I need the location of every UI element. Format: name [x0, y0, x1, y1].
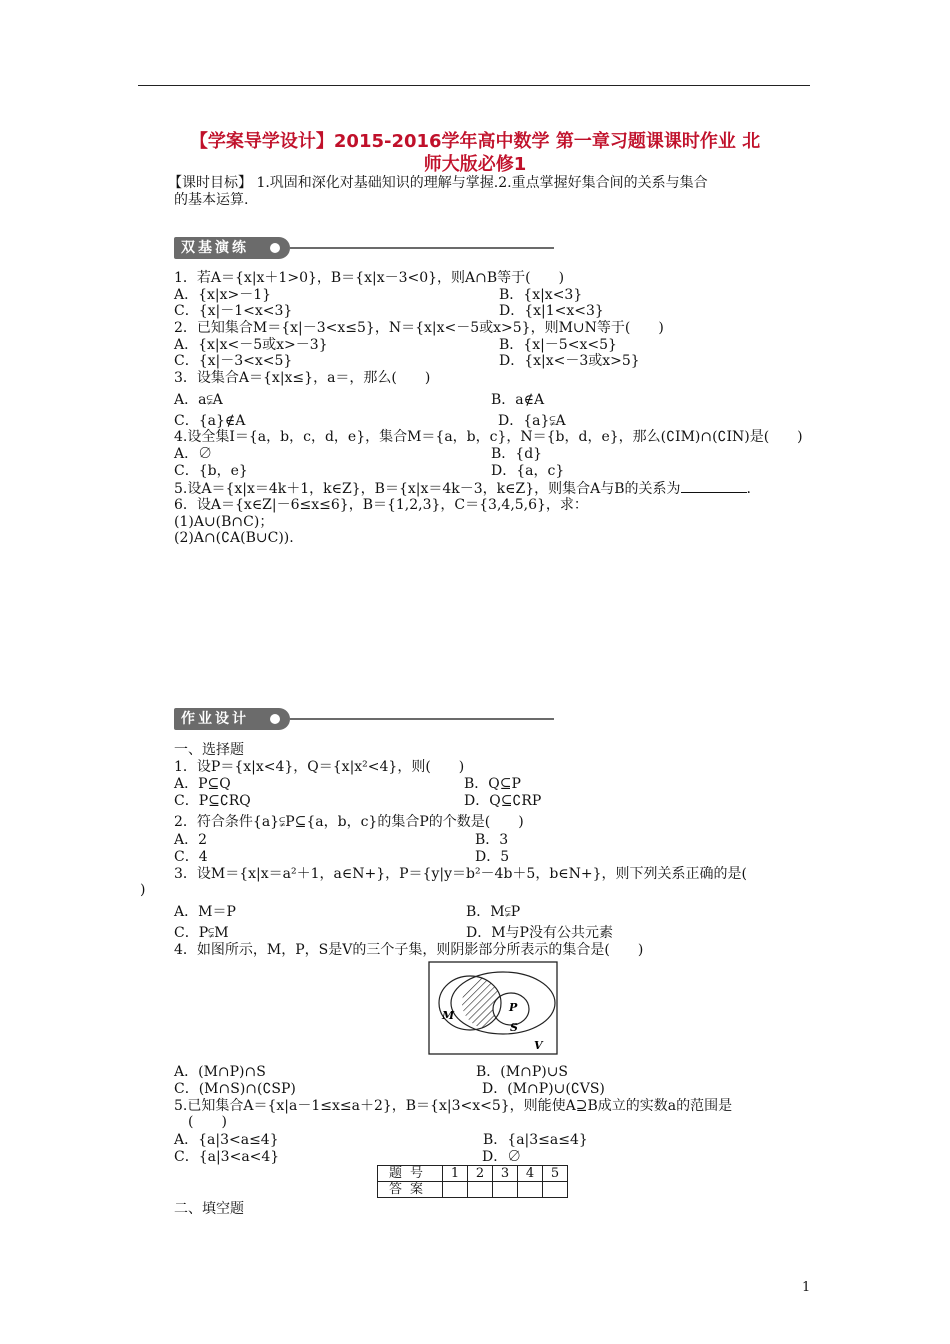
table-cell-label: 答案	[378, 1182, 443, 1198]
question-1: 1．若A＝{x|x＋1>0}，B＝{x|x－3<0}，则A∩B等于( )	[174, 270, 565, 286]
question-3: 3．设M＝{x|x＝a²＋1，a∈N+}，P＝{y|y＝b²－4b＋5，b∈N+}，则下列关系正确的是(	[174, 866, 748, 882]
question-3: 3．设集合A＝{x|x≤}，a＝，那么( )	[174, 370, 431, 386]
option: A．(M∩P)∩S	[174, 1064, 266, 1080]
option: D．(M∩P)∪(∁VS)	[482, 1081, 605, 1097]
banner-dot-icon	[270, 243, 280, 253]
question-3-cont: )	[140, 882, 146, 898]
option: B．a∉A	[491, 392, 545, 408]
answer-cell[interactable]	[543, 1182, 568, 1198]
banner-label: 双基演练	[174, 237, 290, 259]
option: B．Q⊆P	[464, 776, 521, 792]
doc-title-line2: 师大版必修1	[423, 154, 527, 175]
answer-table-header-row	[378, 1166, 568, 1182]
label-s: S	[510, 1021, 518, 1034]
question-4: 4.设全集I＝{a，b，c，d，e}，集合M＝{a，b，c}，N＝{b，d，e}，那么(∁IM)∩(∁IN)是( )	[174, 429, 803, 445]
question-2: 2．已知集合M＝{x|－3<x≤5}，N＝{x|x<－5或x>5}，则M∪N等于( )	[174, 320, 664, 336]
answer-blank	[681, 480, 747, 493]
option: D．Q⊆∁RP	[464, 793, 542, 809]
option: B．{d}	[491, 446, 543, 462]
option: C．{x|－1<x<3}	[174, 303, 293, 319]
option: D．{a，c}	[491, 463, 565, 479]
question-5-text: 5.设A＝{x|x＝4k＋1，k∈Z}，B＝{x|x＝4k－3，k∈Z}，则集合A与B的关系为	[174, 481, 681, 497]
question-6-part1: (1)A∪(B∩C)；	[174, 514, 274, 530]
question-2: 2．符合条件{a}⫋P⊆{a，b，c}的集合P的个数是( )	[174, 814, 524, 830]
label-m: M	[442, 1009, 455, 1022]
option: A．{x|x<－5或x>－3}	[174, 337, 328, 353]
option: D．{a}⫋A	[498, 413, 566, 429]
answer-cell[interactable]	[468, 1182, 493, 1198]
banner-label: 作业设计	[174, 708, 290, 730]
question-6-part2: (2)A∩(∁A(B∪C)).	[174, 530, 294, 546]
option: A．P⊆Q	[174, 776, 231, 792]
label-p: P	[509, 1001, 518, 1014]
section-heading-choice: 一、选择题	[174, 742, 244, 758]
option: A．2	[174, 832, 208, 848]
answer-table	[377, 1165, 568, 1198]
table-cell-number: 3	[493, 1166, 518, 1182]
banner-rule	[290, 247, 554, 249]
option: C．P⊆∁RQ	[174, 793, 251, 809]
option: B．{a|3≤a≤4}	[483, 1132, 588, 1148]
banner-rule	[290, 718, 554, 720]
option: A．a⫋A	[174, 392, 223, 408]
question-4: 4．如图所示，M，P，S是V的三个子集，则阴影部分所表示的集合是( )	[174, 942, 644, 958]
table-cell-label: 题号	[378, 1166, 443, 1182]
question-5	[174, 480, 751, 498]
option: C．(M∩S)∩(∁SP)	[174, 1081, 296, 1097]
option: C．4	[174, 849, 208, 865]
venn-diagram	[428, 961, 558, 1055]
section-heading-fill: 二、填空题	[174, 1201, 244, 1217]
option: B．{x|－5<x<5}	[499, 337, 617, 353]
lesson-goal: 【课时目标】 1.巩固和深化对基础知识的理解与掌握.2.重点掌握好集合间的关系与集合	[168, 175, 708, 191]
question-5: 5.已知集合A＝{x|a－1≤x≤a＋2}，B＝{x|3<x<5}，则能使A⊇B成立的实数a的范围是	[174, 1098, 733, 1114]
table-cell-number: 2	[468, 1166, 493, 1182]
table-cell-number: 4	[518, 1166, 543, 1182]
option: A．M＝P	[174, 904, 236, 920]
option: A．∅	[174, 446, 213, 462]
option: C．P⫋M	[174, 925, 229, 941]
option: C．{a|3<a<4}	[174, 1149, 280, 1165]
table-cell-number: 1	[443, 1166, 468, 1182]
answer-table-answer-row	[378, 1182, 568, 1198]
page-number: 1	[802, 1280, 811, 1295]
option: A．{a|3<a≤4}	[174, 1132, 279, 1148]
option: B．{x|x<3}	[499, 287, 583, 303]
option: C．{b，e}	[174, 463, 248, 479]
option: B．M⫋P	[466, 904, 521, 920]
option: C．{x|－3<x<5}	[174, 353, 293, 369]
option: D．{x|x<－3或x>5}	[499, 353, 640, 369]
question-1: 1．设P＝{x|x<4}，Q＝{x|x²<4}，则( )	[174, 759, 465, 775]
question-6: 6．设A＝{x∈Z|－6≤x≤6}，B＝{1,2,3}，C＝{3,4,5,6}，求：	[174, 497, 588, 513]
option: B．3	[475, 832, 509, 848]
answer-cell[interactable]	[443, 1182, 468, 1198]
option: D．{x|1<x<3}	[499, 303, 604, 319]
option: C．{a}∉A	[174, 413, 246, 429]
option: A．{x|x>－1}	[174, 287, 272, 303]
option: B．(M∩P)∪S	[476, 1064, 569, 1080]
question-5-end: .	[746, 481, 751, 497]
doc-title-line1: 【学案导学设计】2015-2016学年高中数学 第一章习题课课时作业 北	[189, 131, 761, 152]
option: D．5	[475, 849, 510, 865]
question-5-cont: ( )	[188, 1114, 227, 1130]
option: D．M与P没有公共元素	[466, 925, 613, 941]
banner-dot-icon	[270, 714, 280, 724]
answer-cell[interactable]	[518, 1182, 543, 1198]
header-rule	[138, 85, 810, 86]
lesson-goal-cont: 的基本运算.	[174, 192, 249, 208]
option: D．∅	[482, 1149, 522, 1165]
answer-cell[interactable]	[493, 1182, 518, 1198]
table-cell-number: 5	[543, 1166, 568, 1182]
label-v: V	[534, 1039, 543, 1052]
